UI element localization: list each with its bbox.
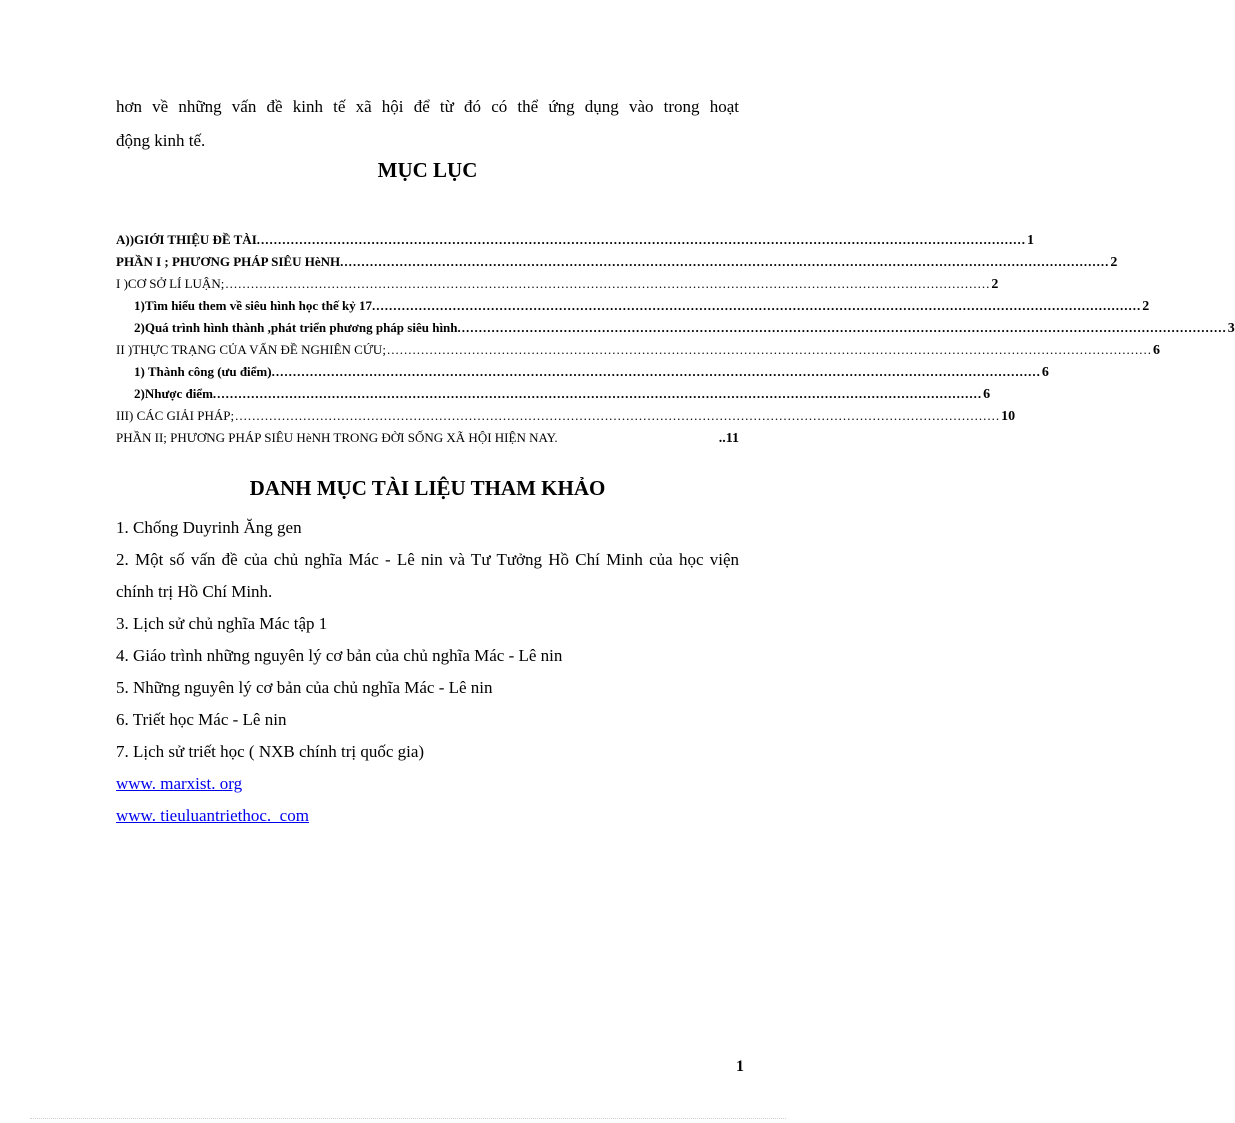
toc-entry[interactable]	[116, 276, 999, 298]
toc-entry[interactable]	[116, 408, 1016, 430]
table-of-contents	[116, 232, 1235, 452]
toc-entry-text: 1) Thành công (ưu điểm).	[134, 364, 275, 379]
toc-entry-page: 10	[1001, 409, 1016, 424]
intro-paragraph	[116, 90, 739, 158]
toc-entry-page: 2	[1142, 299, 1150, 314]
toc-entry-text: PHẦN II; PHƯƠNG PHÁP SIÊU HèNH TRONG ĐỜI SỐNG XÃ HỘI HIỆN NAY.	[116, 430, 558, 445]
toc-entry-text: A))GIỚI THIỆU ĐỀ TÀI.	[116, 232, 260, 247]
toc-entry[interactable]	[116, 342, 1160, 364]
page-number: 1	[736, 1058, 744, 1075]
intro-line-1: hơn về những vấn đề kinh tế xã hội để từ đó có thể ứng dụng vào trong hoạt	[116, 97, 739, 116]
references-title: DANH MỤC TÀI LIỆU THAM KHẢO	[249, 476, 606, 500]
reference-link-marxist[interactable]: www. marxist. org	[116, 774, 243, 793]
reference-item: 4. Giáo trình những nguyên lý cơ bản của chủ nghĩa Mác - Lê nin	[116, 646, 563, 665]
toc-leader: ....................................................................................................................................................................................	[461, 320, 1227, 335]
toc-leader: ....................................................................................................................................................................................	[386, 342, 1152, 357]
reference-item: 2. Một số vấn đề của chủ nghĩa Mác - Lê nin và Tư Tưởng Hồ Chí Minh của học viện chính trị Hồ Chí Minh.	[116, 550, 739, 601]
toc-entry-page: 2	[991, 277, 999, 292]
reference-item: 6. Triết học Mác - Lê nin	[116, 710, 287, 729]
toc-entry-page: 6	[1152, 343, 1160, 358]
reference-item: 7. Lịch sử triết học ( NXB chính trị quốc gia)	[116, 742, 425, 761]
toc-leader: ....................................................................................................................................................................................	[344, 254, 1110, 269]
toc-entry[interactable]	[116, 232, 1034, 254]
page-bottom-divider	[30, 1118, 786, 1119]
toc-entry[interactable]	[116, 254, 1118, 276]
toc-entry-text: 2)Quá trình hình thành ,phát triển phương pháp siêu hình.	[134, 320, 461, 335]
references-list	[116, 512, 739, 832]
toc-leader: ....................................................................................................................................................................................	[376, 298, 1142, 313]
toc-entry-text: 1)Tìm hiểu them về siêu hình học thế kỷ 17.	[134, 298, 376, 313]
toc-entry-text: PHẦN I ; PHƯƠNG PHÁP SIÊU HèNH.	[116, 254, 344, 269]
reference-item: 1. Chống Duyrinh Ăng gen	[116, 518, 302, 537]
toc-entry-text: II )THỰC TRẠNG CỦA VẤN ĐỀ NGHIÊN CỨU;	[116, 342, 386, 357]
toc-title: MỤC LỤC	[377, 158, 478, 182]
toc-leader: ....................................................................................................................................................................................	[235, 408, 1001, 423]
toc-entry-page: 2	[1110, 255, 1118, 270]
reference-item: 3. Lịch sử chủ nghĩa Mác tập 1	[116, 614, 328, 633]
toc-entry-text: III) CÁC GIẢI PHÁP;	[116, 408, 235, 423]
toc-entry[interactable]	[116, 364, 1049, 386]
toc-leader: ....................................................................................................................................................................................	[275, 364, 1041, 379]
reference-item: 5. Những nguyên lý cơ bản của chủ nghĩa Mác - Lê nin	[116, 678, 493, 697]
toc-entry[interactable]	[116, 430, 739, 452]
toc-entry-page: 1	[1027, 233, 1034, 248]
toc-entry[interactable]	[116, 386, 991, 408]
toc-entry-text: I )CƠ SỞ LÍ LUẬN;	[116, 276, 225, 291]
toc-entry-page: 6	[1041, 365, 1049, 380]
toc-leader: ....................................................................................................................................................................................	[217, 386, 983, 401]
toc-entry-page: 3	[1227, 321, 1235, 336]
toc-entry-text: 2)Nhược điểm.	[134, 386, 217, 401]
toc-entry[interactable]	[116, 298, 1150, 320]
toc-entry-page: ..11	[718, 431, 739, 446]
toc-leader: ....................................................................................................................................................................................	[225, 276, 991, 291]
toc-entry[interactable]	[116, 320, 1235, 342]
toc-entry-page: 6	[983, 387, 991, 402]
reference-link-tieuluantriethoc[interactable]: www. tieuluantriethoc. com	[116, 806, 309, 825]
intro-line-2: động kinh tế.	[116, 131, 206, 150]
toc-leader: ....................................................................................................................................................................................	[261, 232, 1026, 247]
